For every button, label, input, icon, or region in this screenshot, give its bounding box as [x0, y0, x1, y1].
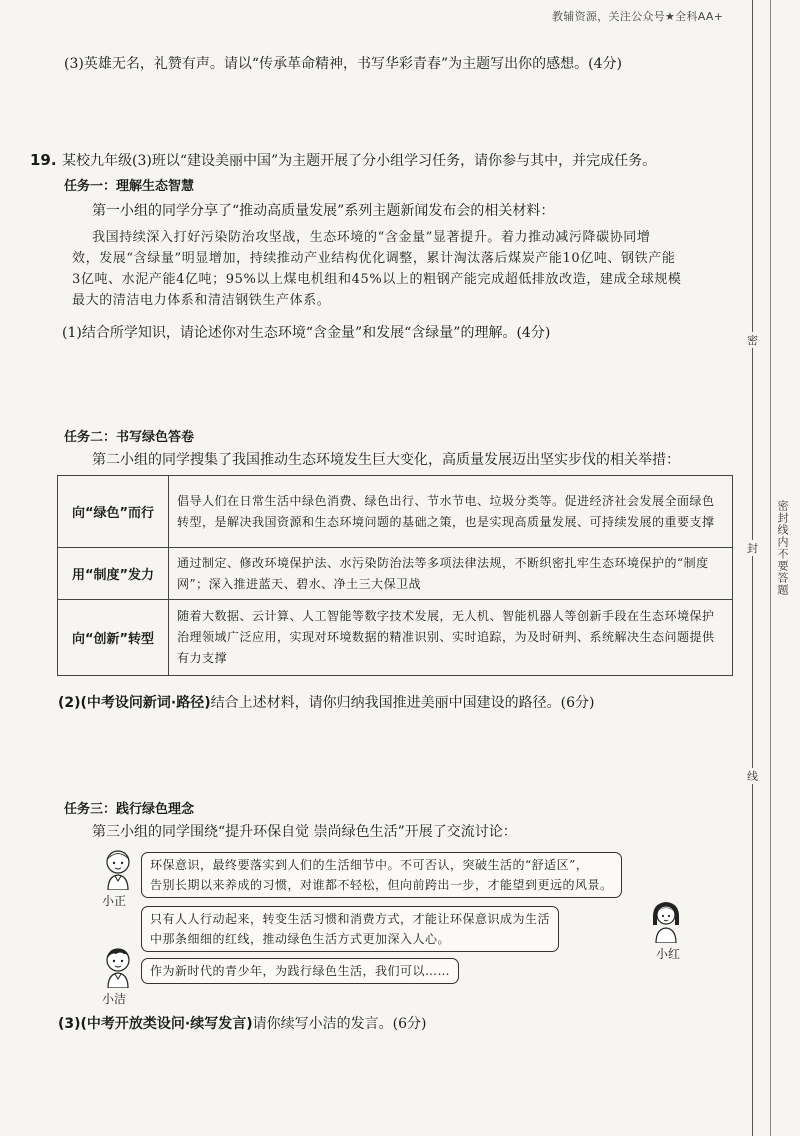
task1-material	[72, 227, 682, 311]
task2-title: 任务二：书写绿色答卷	[64, 430, 195, 445]
row-text: 随着大数据、云计算、人工智能等数字技术发展，无人机、智能机器人等创新手段在生态环境保护治理领域广泛应用，实现对环境数据的精准识别、实时追踪，为及时研判、系统解决生态问题提供有力支撑	[169, 600, 733, 676]
binding-char-xian: 线	[747, 770, 758, 783]
row-text: 通过制定、修改环境保护法、水污染防治法等多项法律法规，不断织密扎牢生态环境保护的“制度网”；深入推进蓝天、碧水、净土三大保卫战	[169, 548, 733, 600]
measures-table	[57, 475, 733, 676]
binding-line-outer	[752, 0, 753, 1136]
q19-number: 19.	[30, 151, 57, 169]
xiaozheng-avatar	[100, 848, 136, 890]
xiaojie-avatar	[100, 946, 136, 988]
task3-question	[58, 1014, 427, 1034]
speaker-name: 小正	[102, 894, 127, 908]
task1-intro: 第一小组的同学分享了“推动高质量发展”系列主题新闻发布会的相关材料：	[92, 203, 555, 219]
row-text: 倡导人们在日常生活中绿色消费、绿色出行、节水节电、垃圾分类等。促进经济社会发展全面绿色转型，是解决我国资源和生态环境问题的基础之策，也是实现高质量发展、可持续发展的重要支撑	[169, 476, 733, 548]
bubble-line: 环保意识，最终要落实到人们的生活细节中。不可否认，突破生活的“舒适区”，	[150, 858, 589, 872]
material-line: 我国持续深入打好污染防治攻坚战，生态环境的“含金量”显著提升。着力推动减污降碳协同增	[92, 230, 651, 245]
speech-bubble	[141, 958, 459, 984]
row-label: 用“制度”发力	[58, 548, 169, 600]
binding-line-inner	[770, 0, 771, 1136]
task3-question-tag: (3)(中考开放类设问·续写发言)	[58, 1016, 253, 1032]
table-row	[58, 548, 733, 600]
bubble-line: 告别长期以来养成的习惯，对谁都不轻松，但向前跨出一步，才能望到更远的风景。	[150, 878, 613, 892]
q18-part3-question: (3)英雄无名，礼赞有声。请以“传承革命精神，书写华彩青春”为主题写出你的感想。(4分)	[64, 56, 622, 72]
task3-intro: 第三小组的同学围绕“提升环保自觉 崇尚绿色生活”开展了交流讨论：	[92, 824, 517, 840]
row-label: 向“绿色”而行	[58, 476, 169, 548]
task2-intro: 第二小组的同学搜集了我国推动生态环境发生巨大变化，高质量发展迈出坚实步伐的相关举措：	[92, 452, 680, 468]
material-line: 效，发展“含绿量”明显增加，持续推动产业结构优化调整，累计淘汰落后煤炭产能10亿吨、钢铁产能	[72, 251, 676, 266]
task2-question	[58, 693, 595, 713]
header-watermark: 教辅资源，关注公众号★全科AA+	[552, 10, 724, 23]
speaker-name: 小红	[656, 947, 681, 961]
xiaohong-avatar	[648, 899, 684, 943]
speech-bubble	[141, 852, 622, 898]
material-line: 3亿吨、水泥产能4亿吨；95%以上煤电机组和45%以上的粗钢产能完成超低排放改造，建成全球规模	[72, 272, 682, 287]
binding-char-mi: 密	[747, 334, 758, 347]
table-row	[58, 600, 733, 676]
speaker-name: 小洁	[102, 992, 127, 1006]
binding-char-feng: 封	[747, 542, 758, 555]
task3-title: 任务三：践行绿色理念	[64, 802, 195, 817]
task3-question-text: 请你续写小洁的发言。(6分)	[252, 1016, 427, 1032]
speech-bubble	[141, 906, 559, 952]
task2-question-text: 结合上述材料，请你归纳我国推进美丽中国建设的路径。(6分)	[210, 695, 595, 711]
bubble-line: 只有人人行动起来，转变生活习惯和消费方式，才能让环保意识成为生活	[150, 912, 551, 926]
binding-vertical-note: 密封线内不要答题	[776, 500, 789, 596]
row-label: 向“创新”转型	[58, 600, 169, 676]
material-line: 最大的清洁电力体系和清洁钢铁生产体系。	[72, 293, 331, 308]
task2-question-tag: (2)(中考设问新词·路径)	[58, 695, 211, 711]
task1-title: 任务一：理解生态智慧	[64, 179, 195, 194]
bubble-line: 中那条细细的红线，推动绿色生活方式更加深入人心。	[150, 932, 451, 946]
task1-question: (1)结合所学知识，请论述你对生态环境“含金量”和发展“含绿量”的理解。(4分)	[62, 325, 551, 341]
table-row	[58, 476, 733, 548]
bubble-line: 作为新时代的青少年，为践行绿色生活，我们可以……	[150, 964, 451, 978]
q19-stem: 某校九年级(3)班以“建设美丽中国”为主题开展了分小组学习任务，请你参与其中，并完成任务。	[62, 153, 657, 169]
